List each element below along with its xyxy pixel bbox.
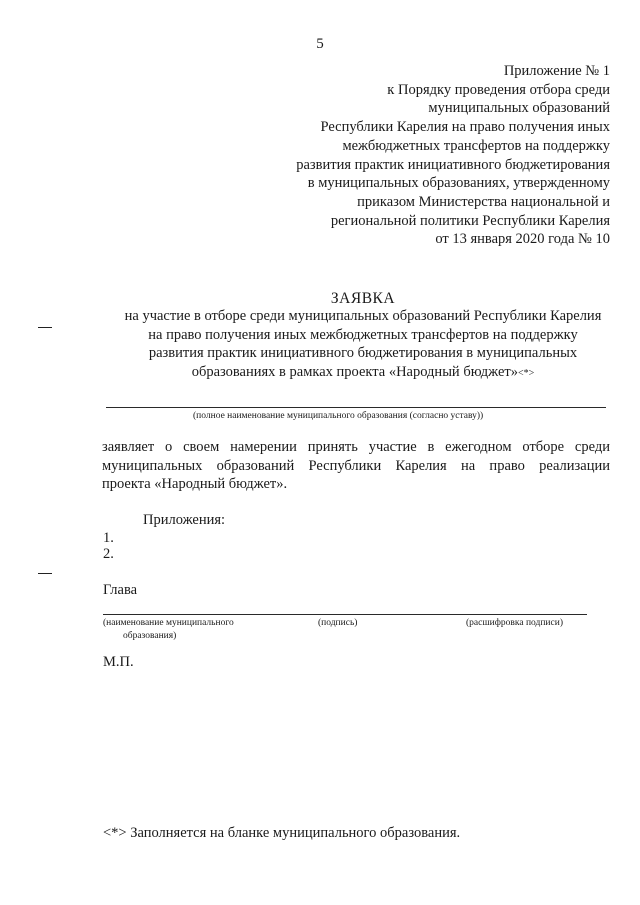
appendix-line: Республики Карелия на право получения иных: [320, 119, 610, 136]
document-title: ЗАЯВКА: [330, 290, 396, 307]
appendix-line: межбюджетных трансфертов на поддержку: [342, 137, 610, 154]
appendix-line: приказом Министерства национальной и: [357, 193, 610, 210]
statement-paragraph: [102, 438, 610, 494]
appendix-block: [230, 62, 610, 249]
attachment-item: 1.: [103, 530, 114, 546]
municipality-name-line: [106, 407, 606, 408]
appendix-line: от 13 января 2020 года № 10: [435, 231, 610, 248]
appendix-line: развития практик инициативного бюджетирования: [296, 156, 610, 173]
subtitle-line: развития практик инициативного бюджетирования в муниципальных: [148, 345, 578, 361]
appendix-line: к Порядку проведения отбора среди: [387, 81, 610, 98]
decryption-caption: (расшифровка подписи): [466, 618, 563, 628]
document-subtitle: [90, 307, 636, 383]
subtitle-line: на участие в отборе среди муниципальных образований Республики Карелия: [124, 308, 602, 324]
appendix-line: Приложение № 1: [503, 63, 610, 79]
subtitle-line: [90, 363, 636, 384]
margin-dash: [38, 327, 52, 328]
signature-line: [103, 614, 587, 615]
municipality-caption-line: (наименование муниципального: [103, 618, 234, 628]
attachments-label: Приложения:: [143, 512, 226, 528]
appendix-line: региональной политики Республики Карелия: [330, 212, 610, 229]
margin-dash: [38, 573, 52, 574]
head-label: Глава: [103, 582, 138, 598]
statement-line: проекта «Народный бюджет».: [102, 476, 288, 492]
signature-caption: (подпись): [318, 618, 358, 628]
page-number: 5: [316, 36, 324, 52]
subtitle-text: образованиях в рамках проекта «Народный бюджет»: [191, 363, 519, 380]
footnote: <*> Заполняется на бланке муниципального образования.: [103, 825, 461, 841]
statement-line: заявляет о своем намерении принять участие в ежегодном отборе среди: [102, 439, 610, 455]
appendix-line: в муниципальных образованиях, утвержденному: [307, 175, 610, 192]
footnote-mark: <*>: [518, 367, 535, 379]
attachment-item: 2.: [103, 546, 114, 562]
statement-line: муниципальных образований Республики Карелия на право реализации: [102, 457, 610, 474]
subtitle-line: на право получения иных межбюджетных трансфертов на поддержку: [148, 326, 578, 343]
municipality-caption: [103, 617, 234, 643]
municipality-caption-line: образования): [123, 631, 177, 641]
appendix-line: муниципальных образований: [428, 100, 610, 117]
municipality-name-caption: (полное наименование муниципального образования (согласно уставу)): [193, 411, 484, 421]
seal-label: М.П.: [103, 654, 134, 670]
